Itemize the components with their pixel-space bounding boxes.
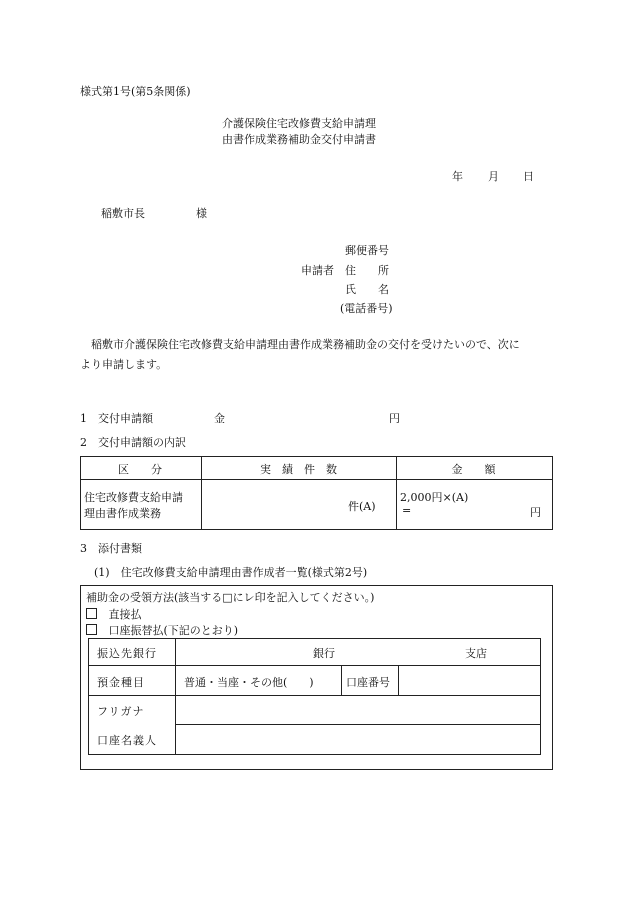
header-amount: 金 額 [451, 463, 496, 476]
amount-equals: = [402, 504, 412, 517]
header-count: 実 績 件 数 [260, 463, 337, 476]
option-direct-label: 直接払 [108, 608, 142, 621]
account-number-label: 口座番号 [346, 676, 390, 689]
title-line-2: 由書作成業務補助金交付申請書 [222, 133, 376, 146]
date-month: 月 [488, 170, 499, 183]
item1-yen: 円 [389, 412, 400, 425]
item2-label: 2 交付申請額の内訳 [80, 436, 186, 449]
item1-label: 1 交付申請額 [80, 412, 153, 425]
applicant-label: 申請者 [301, 264, 334, 277]
furigana-label: フリガナ [97, 705, 145, 718]
addressee-honorific: 様 [196, 207, 207, 220]
direct-payment-checkbox[interactable] [86, 608, 97, 619]
row-label-line-2: 理由書作成業務 [84, 507, 161, 520]
body-line-1: 稲敷市介護保険住宅改修費支給申請理由書作成業務補助金の交付を受けたいので、次に [91, 338, 520, 351]
amount-formula: 2,000円×(A) [400, 491, 469, 504]
form-id: 様式第1号(第5条関係) [80, 85, 191, 98]
phone-label: (電話番号) [340, 302, 393, 315]
branch-suffix: 支店 [465, 647, 487, 660]
item3-sub1: (1) 住宅改修費支給申請理由書作成者一覧(様式第2号) [94, 566, 368, 579]
option-direct[interactable] [86, 606, 142, 622]
date-year: 年 [452, 170, 463, 183]
amount-yen: 円 [530, 506, 541, 519]
furigana-input[interactable] [178, 697, 538, 723]
deposit-type-options[interactable]: 普通・当座・その他( ) [184, 676, 314, 689]
account-holder-input[interactable] [178, 726, 538, 752]
header-category: 区 分 [118, 463, 162, 476]
transfer-payment-checkbox[interactable] [86, 624, 97, 635]
option-transfer[interactable] [86, 622, 238, 638]
deposit-type-label: 預金種目 [97, 676, 145, 689]
item1-kin: 金 [214, 412, 225, 425]
option-transfer-label: 口座振替払(下記のとおり) [108, 624, 239, 637]
postal-code-label: 郵便番号 [345, 244, 389, 257]
body-line-2: より申請します。 [80, 358, 168, 371]
row-label-line-1: 住宅改修費支給申請 [84, 491, 183, 504]
account-holder-label: 口座名義人 [97, 734, 157, 747]
date-day: 日 [523, 170, 534, 183]
address-label: 住 所 [345, 264, 389, 277]
name-label: 氏 名 [345, 283, 389, 296]
bank-label: 振込先銀行 [97, 647, 157, 660]
item3-label: 3 添付書類 [80, 542, 142, 555]
payment-instructions: 補助金の受領方法(該当する□にレ印を記入してください。) [86, 591, 375, 604]
account-number-input[interactable] [400, 668, 538, 693]
title-line-1: 介護保険住宅改修費支給申請理 [222, 117, 376, 130]
count-unit: 件(A) [348, 500, 376, 513]
addressee-name: 稲敷市長 [101, 207, 145, 220]
bank-suffix: 銀行 [313, 647, 335, 660]
